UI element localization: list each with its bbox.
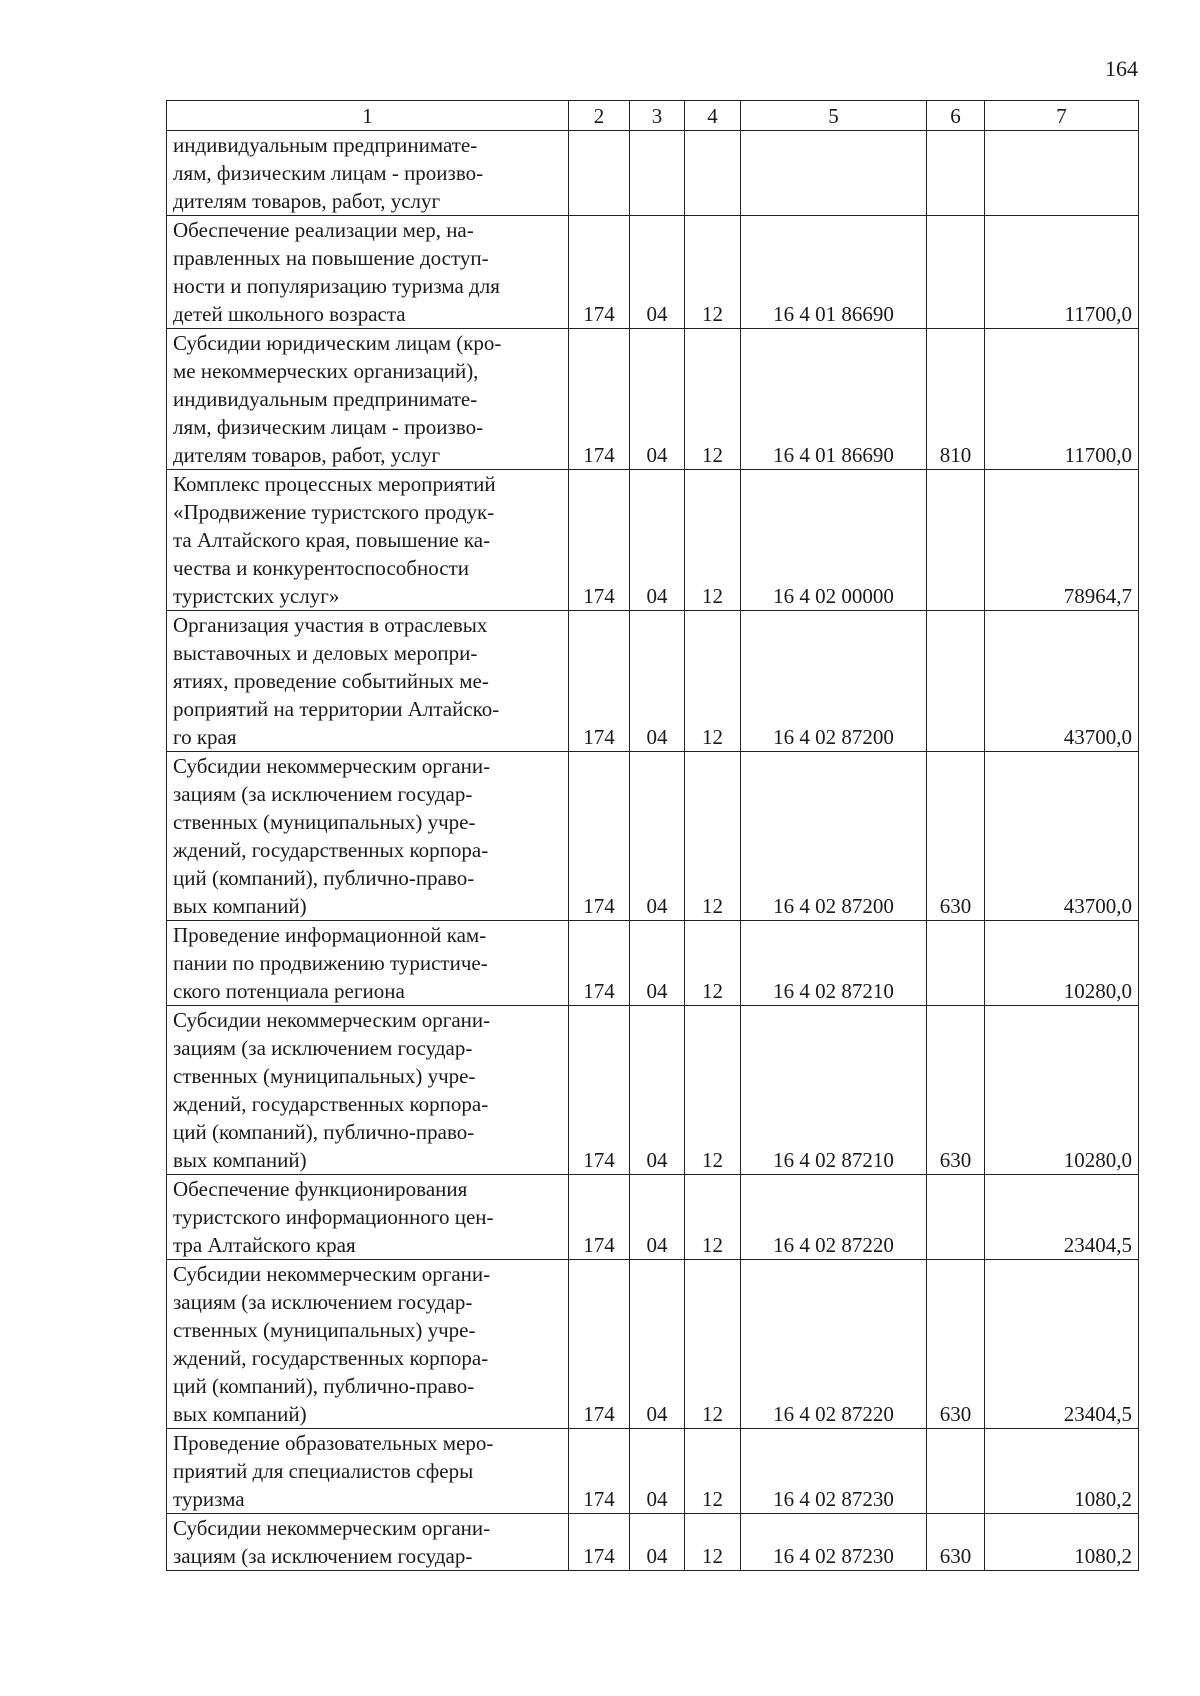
row-name-line: Комплекс процессных мероприятий xyxy=(173,472,496,496)
row-name-line: зациям (за исключением государ- xyxy=(173,1036,473,1060)
expense-type-cell: 630 xyxy=(927,1514,985,1571)
row-name-line: туристского информационного цен- xyxy=(173,1205,494,1229)
row-name-line: детей школьного возраста xyxy=(173,302,406,326)
table-row xyxy=(167,1429,1139,1514)
row-name-line: «Продвижение туристского продук- xyxy=(173,500,495,524)
row-name-line: индивидуальным предпринимате- xyxy=(173,133,478,157)
admin-code-cell: 174 xyxy=(569,470,630,611)
subsection-code-cell: 12 xyxy=(685,752,741,921)
header-cell: 1 xyxy=(167,101,569,131)
row-name-line: дителям товаров, работ, услуг xyxy=(173,189,441,213)
section-code-cell: 04 xyxy=(630,611,685,752)
subsection-code-cell: 12 xyxy=(685,1175,741,1260)
target-article-cell: 16 4 02 87200 xyxy=(741,611,927,752)
page-number: 164 xyxy=(1105,56,1138,81)
target-article-cell: 16 4 02 87200 xyxy=(741,752,927,921)
target-article-cell: 16 4 02 87220 xyxy=(741,1175,927,1260)
row-name-cell xyxy=(167,131,569,216)
row-name-line: приятий для специалистов сферы xyxy=(173,1459,474,1483)
row-name-line: Организация участия в отраслевых xyxy=(173,613,488,637)
table-row xyxy=(167,921,1139,1006)
header-cell: 2 xyxy=(569,101,630,131)
table-row xyxy=(167,611,1139,752)
table-row xyxy=(167,1006,1139,1175)
section-code-cell: 04 xyxy=(630,1006,685,1175)
row-name-cell xyxy=(167,611,569,752)
target-article-cell: 16 4 02 87230 xyxy=(741,1429,927,1514)
row-name-line: вых компаний) xyxy=(173,1148,307,1172)
header-cell: 3 xyxy=(630,101,685,131)
admin-code-cell: 174 xyxy=(569,1006,630,1175)
amount-cell: 1080,2 xyxy=(985,1514,1139,1571)
table-row xyxy=(167,216,1139,329)
row-name-line: ждений, государственных корпора- xyxy=(173,1092,489,1116)
amount-cell: 1080,2 xyxy=(985,1429,1139,1514)
target-article-cell: 16 4 02 87210 xyxy=(741,1006,927,1175)
expense-type-cell xyxy=(927,611,985,752)
expense-type-cell xyxy=(927,1175,985,1260)
row-name-cell xyxy=(167,752,569,921)
expense-type-cell xyxy=(927,216,985,329)
row-name-line: Субсидии некоммерческим органи- xyxy=(173,754,491,778)
row-name-line: ций (компаний), публично-право- xyxy=(173,1374,475,1398)
admin-code-cell: 174 xyxy=(569,216,630,329)
row-name-line: лям, физическим лицам - произво- xyxy=(173,161,484,185)
row-name-line: ственных (муниципальных) учре- xyxy=(173,810,476,834)
subsection-code-cell xyxy=(685,131,741,216)
row-name-line: туристских услуг» xyxy=(173,584,340,608)
header-cell: 7 xyxy=(985,101,1139,131)
table-row xyxy=(167,1175,1139,1260)
admin-code-cell: 174 xyxy=(569,752,630,921)
amount-cell: 78964,7 xyxy=(985,470,1139,611)
row-name-line: ждений, государственных корпора- xyxy=(173,1346,489,1370)
admin-code-cell: 174 xyxy=(569,921,630,1006)
header-cell: 4 xyxy=(685,101,741,131)
expense-type-cell: 630 xyxy=(927,1260,985,1429)
amount-cell: 43700,0 xyxy=(985,752,1139,921)
section-code-cell: 04 xyxy=(630,1260,685,1429)
section-code-cell: 04 xyxy=(630,1514,685,1571)
target-article-cell: 16 4 02 87210 xyxy=(741,921,927,1006)
amount-cell: 10280,0 xyxy=(985,1006,1139,1175)
row-name-line: та Алтайского края, повышение ка- xyxy=(173,528,491,552)
amount-cell: 10280,0 xyxy=(985,921,1139,1006)
row-name-line: Проведение информационной кам- xyxy=(173,923,487,947)
row-name-cell xyxy=(167,1175,569,1260)
row-name-line: чества и конкурентоспособности xyxy=(173,556,469,580)
table-row xyxy=(167,329,1139,470)
subsection-code-cell: 12 xyxy=(685,216,741,329)
section-code-cell: 04 xyxy=(630,921,685,1006)
row-name-line: роприятий на территории Алтайско- xyxy=(173,697,500,721)
target-article-cell: 16 4 01 86690 xyxy=(741,216,927,329)
row-name-cell xyxy=(167,1429,569,1514)
row-name-line: ятиях, проведение событийных ме- xyxy=(173,669,489,693)
row-name-line: индивидуальным предпринимате- xyxy=(173,387,478,411)
row-name-cell xyxy=(167,1006,569,1175)
section-code-cell: 04 xyxy=(630,470,685,611)
row-name-line: ственных (муниципальных) учре- xyxy=(173,1064,476,1088)
amount-cell: 43700,0 xyxy=(985,611,1139,752)
subsection-code-cell: 12 xyxy=(685,611,741,752)
row-name-line: ций (компаний), публично-право- xyxy=(173,1120,475,1144)
header-row xyxy=(167,101,1139,131)
row-name-line: вых компаний) xyxy=(173,1402,307,1426)
row-name-line: пании по продвижению туристиче- xyxy=(173,951,488,975)
subsection-code-cell: 12 xyxy=(685,1260,741,1429)
row-name-line: туризма xyxy=(173,1487,245,1511)
row-name-line: зациям (за исключением государ- xyxy=(173,1544,473,1568)
subsection-code-cell: 12 xyxy=(685,470,741,611)
subsection-code-cell: 12 xyxy=(685,1514,741,1571)
admin-code-cell: 174 xyxy=(569,1175,630,1260)
row-name-line: Субсидии некоммерческим органи- xyxy=(173,1262,491,1286)
expense-type-cell: 630 xyxy=(927,1006,985,1175)
table-row xyxy=(167,1514,1139,1571)
subsection-code-cell: 12 xyxy=(685,1429,741,1514)
admin-code-cell: 174 xyxy=(569,329,630,470)
section-code-cell: 04 xyxy=(630,329,685,470)
row-name-line: ме некоммерческих организаций), xyxy=(173,359,479,383)
header-cell: 5 xyxy=(741,101,927,131)
row-name-line: вых компаний) xyxy=(173,894,307,918)
target-article-cell: 16 4 02 87220 xyxy=(741,1260,927,1429)
section-code-cell: 04 xyxy=(630,1429,685,1514)
expense-type-cell xyxy=(927,1429,985,1514)
expense-type-cell xyxy=(927,131,985,216)
row-name-line: ждений, государственных корпора- xyxy=(173,838,489,862)
row-name-line: ности и популяризацию туризма для xyxy=(173,274,500,298)
row-name-line: ственных (муниципальных) учре- xyxy=(173,1318,476,1342)
row-name-line: зациям (за исключением государ- xyxy=(173,782,473,806)
row-name-line: зациям (за исключением государ- xyxy=(173,1290,473,1314)
row-name-line: Обеспечение функционирования xyxy=(173,1177,468,1201)
amount-cell xyxy=(985,131,1139,216)
row-name-line: тра Алтайского края xyxy=(173,1233,356,1257)
row-name-line: ций (компаний), публично-право- xyxy=(173,866,475,890)
subsection-code-cell: 12 xyxy=(685,921,741,1006)
amount-cell: 11700,0 xyxy=(985,216,1139,329)
row-name-line: Субсидии юридическим лицам (кро- xyxy=(173,331,502,355)
row-name-line: го края xyxy=(173,725,237,749)
expense-type-cell: 810 xyxy=(927,329,985,470)
row-name-line: лям, физическим лицам - произво- xyxy=(173,415,484,439)
expense-type-cell xyxy=(927,921,985,1006)
row-name-cell xyxy=(167,1514,569,1571)
table-row xyxy=(167,752,1139,921)
admin-code-cell: 174 xyxy=(569,1514,630,1571)
table-row xyxy=(167,131,1139,216)
expense-type-cell xyxy=(927,470,985,611)
row-name-line: правленных на повышение доступ- xyxy=(173,246,489,270)
row-name-line: Субсидии некоммерческим органи- xyxy=(173,1008,491,1032)
row-name-line: Обеспечение реализации мер, на- xyxy=(173,218,474,242)
admin-code-cell: 174 xyxy=(569,1260,630,1429)
row-name-line: ского потенциала региона xyxy=(173,979,405,1003)
row-name-cell xyxy=(167,470,569,611)
target-article-cell xyxy=(741,131,927,216)
target-article-cell: 16 4 01 86690 xyxy=(741,329,927,470)
amount-cell: 11700,0 xyxy=(985,329,1139,470)
table-row xyxy=(167,1260,1139,1429)
table-row xyxy=(167,470,1139,611)
header-cell: 6 xyxy=(927,101,985,131)
row-name-cell xyxy=(167,1260,569,1429)
target-article-cell: 16 4 02 00000 xyxy=(741,470,927,611)
budget-table xyxy=(166,100,1139,1571)
section-code-cell: 04 xyxy=(630,216,685,329)
section-code-cell xyxy=(630,131,685,216)
amount-cell: 23404,5 xyxy=(985,1175,1139,1260)
admin-code-cell xyxy=(569,131,630,216)
row-name-line: дителям товаров, работ, услуг xyxy=(173,443,441,467)
section-code-cell: 04 xyxy=(630,752,685,921)
table-body xyxy=(167,131,1139,1571)
subsection-code-cell: 12 xyxy=(685,329,741,470)
row-name-line: выставочных и деловых меропри- xyxy=(173,641,478,665)
admin-code-cell: 174 xyxy=(569,1429,630,1514)
admin-code-cell: 174 xyxy=(569,611,630,752)
row-name-cell xyxy=(167,921,569,1006)
row-name-line: Проведение образовательных меро- xyxy=(173,1431,494,1455)
expense-type-cell: 630 xyxy=(927,752,985,921)
section-code-cell: 04 xyxy=(630,1175,685,1260)
amount-cell: 23404,5 xyxy=(985,1260,1139,1429)
target-article-cell: 16 4 02 87230 xyxy=(741,1514,927,1571)
subsection-code-cell: 12 xyxy=(685,1006,741,1175)
row-name-line: Субсидии некоммерческим органи- xyxy=(173,1516,491,1540)
row-name-cell xyxy=(167,216,569,329)
row-name-cell xyxy=(167,329,569,470)
